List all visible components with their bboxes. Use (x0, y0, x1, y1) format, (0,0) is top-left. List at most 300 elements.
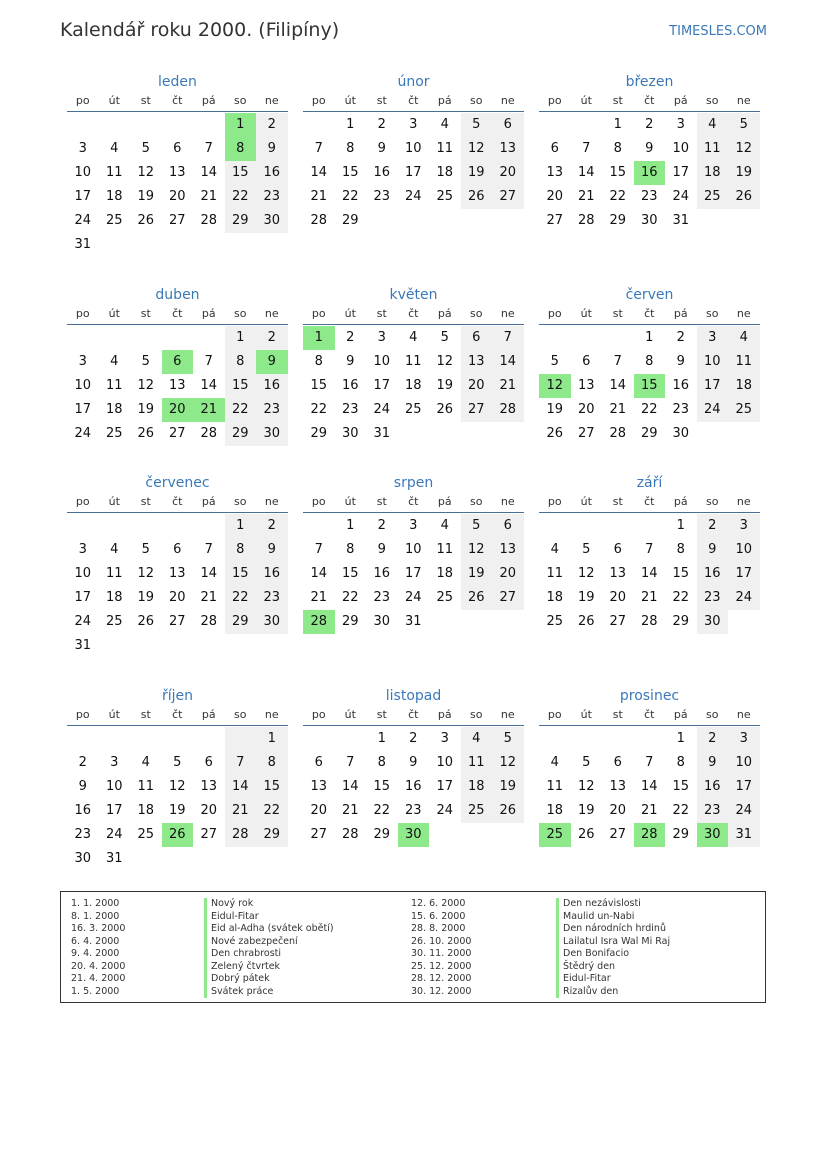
day-cell: 20 (546, 189, 564, 204)
day-cell: 14 (310, 165, 328, 180)
day-cell: 10 (74, 566, 92, 581)
weekday-label: čt (408, 708, 419, 721)
day-cell: 14 (310, 566, 328, 581)
month-name: červenec (145, 475, 210, 491)
day-cell: 23 (697, 799, 729, 823)
weekday-label: ne (500, 708, 515, 721)
legend-holiday-name: Den národních hrdinů (556, 923, 670, 936)
day-cell: 14 (577, 165, 595, 180)
day-cell: 31 (373, 426, 391, 441)
day-cell: 30 (640, 213, 658, 228)
day-cell: 11 (105, 165, 123, 180)
weekday-label: pá (437, 94, 452, 107)
day-cell: 15 (225, 161, 257, 185)
legend-holiday-name: Zelený čtvrtek (204, 961, 334, 974)
day-cell: 30 (74, 851, 92, 866)
day-cell: 3 (728, 727, 760, 751)
weekday-label: čt (644, 307, 655, 320)
month-name: březen (625, 74, 674, 90)
day-cell: 3 (440, 731, 449, 746)
day-cell: 3 (697, 326, 729, 350)
legend-date: 9. 4. 2000 (71, 948, 120, 959)
legend-holiday-name: Eidul-Fitar (204, 911, 334, 924)
day-cell: 16 (373, 566, 391, 581)
day-cell: 9 (409, 755, 418, 770)
empty-cell (67, 727, 99, 751)
month-9 (67, 686, 288, 871)
weekday-label: ne (264, 495, 279, 508)
day-cell: 21 (200, 189, 218, 204)
weekday-label: pá (201, 708, 216, 721)
day-cell: 4 (440, 518, 449, 533)
legend-date: 28. 8. 2000 (411, 923, 466, 934)
weekday-label: út (108, 94, 120, 107)
empty-cell (602, 514, 634, 538)
day-cell: 3 (78, 354, 87, 369)
day-cell: 18 (697, 161, 729, 185)
empty-cell (130, 113, 162, 137)
empty-cell (162, 514, 194, 538)
weekday-label: ne (500, 495, 515, 508)
weekday-label: ne (736, 708, 751, 721)
day-cell: 20 (577, 402, 595, 417)
day-cell: 31 (404, 614, 422, 629)
day-cell: 20 (461, 374, 493, 398)
day-cell: 24 (697, 398, 729, 422)
day-grid (539, 113, 760, 233)
day-cell: 24 (436, 803, 454, 818)
month-5 (539, 285, 760, 446)
day-cell: 14 (200, 378, 218, 393)
weekday-label: ne (264, 307, 279, 320)
day-cell: 15 (256, 775, 288, 799)
legend-holiday-name: Eidul-Fitar (556, 973, 670, 986)
day-cell: 5 (141, 141, 150, 156)
month-name: květen (389, 287, 438, 303)
day-cell: 27 (546, 213, 564, 228)
holiday-day: 12 (539, 374, 571, 398)
weekday-label: po (311, 708, 326, 721)
day-cell: 11 (436, 141, 454, 156)
empty-cell (303, 514, 335, 538)
legend-date: 21. 4. 2000 (71, 973, 126, 984)
day-cell: 18 (461, 775, 493, 799)
legend-holiday-name: Den nezávislosti (556, 898, 670, 911)
empty-cell (539, 727, 571, 751)
legend-holiday-name: Eid al-Adha (svátek obětí) (204, 923, 334, 936)
month-1 (303, 72, 524, 233)
legend-date: 20. 4. 2000 (71, 960, 126, 972)
day-grid (539, 727, 760, 847)
day-cell: 15 (341, 165, 359, 180)
day-cell: 22 (310, 402, 328, 417)
day-cell: 18 (404, 378, 422, 393)
day-cell: 9 (346, 354, 355, 369)
holiday-day: 1 (303, 326, 335, 350)
day-cell: 14 (492, 350, 524, 374)
day-cell: 8 (676, 542, 685, 557)
day-cell: 29 (672, 614, 690, 629)
day-cell: 23 (256, 398, 288, 422)
day-cell: 24 (105, 827, 123, 842)
day-cell: 17 (672, 165, 690, 180)
day-cell: 6 (314, 755, 323, 770)
day-cell: 27 (492, 586, 524, 610)
day-cell: 2 (377, 117, 386, 132)
empty-cell (225, 727, 257, 751)
day-cell: 4 (110, 354, 119, 369)
day-cell: 19 (137, 402, 155, 417)
weekday-label: st (140, 708, 151, 721)
day-cell: 13 (461, 350, 493, 374)
day-cell: 26 (461, 185, 493, 209)
day-cell: 30 (256, 422, 288, 446)
day-cell: 22 (640, 402, 658, 417)
day-grid (303, 727, 524, 847)
day-cell: 26 (436, 402, 454, 417)
holiday-day: 16 (634, 161, 666, 185)
day-cell: 17 (74, 590, 92, 605)
weekday-label: st (376, 307, 387, 320)
day-cell: 8 (346, 141, 355, 156)
day-cell: 11 (105, 378, 123, 393)
holiday-day: 8 (225, 137, 257, 161)
day-cell: 9 (377, 141, 386, 156)
empty-cell (67, 326, 99, 350)
day-cell: 18 (436, 165, 454, 180)
weekday-label: pá (437, 495, 452, 508)
weekday-label: po (75, 307, 90, 320)
day-grid (303, 514, 524, 634)
day-cell: 12 (137, 165, 155, 180)
day-cell: 24 (74, 426, 92, 441)
day-cell: 9 (377, 542, 386, 557)
day-cell: 25 (697, 185, 729, 209)
weekday-label: ne (264, 708, 279, 721)
day-cell: 19 (461, 562, 493, 586)
day-cell: 20 (609, 590, 627, 605)
day-cell: 29 (225, 422, 257, 446)
month-name: srpen (393, 475, 434, 491)
weekday-label: po (311, 94, 326, 107)
legend-holiday-name: Nový rok (204, 898, 334, 911)
day-cell: 12 (137, 378, 155, 393)
day-cell: 14 (341, 779, 359, 794)
weekday-header (67, 495, 288, 513)
day-cell: 8 (676, 755, 685, 770)
day-cell: 2 (256, 113, 288, 137)
day-cell: 26 (492, 799, 524, 823)
day-cell: 30 (697, 610, 729, 634)
day-cell: 23 (74, 827, 92, 842)
weekday-header (67, 708, 288, 726)
day-cell: 18 (105, 402, 123, 417)
day-cell: 16 (256, 562, 288, 586)
weekday-header (303, 708, 524, 726)
legend-holiday-name: Nové zabezpečení (204, 936, 334, 949)
weekday-label: út (580, 94, 592, 107)
day-cell: 25 (105, 614, 123, 629)
day-cell: 27 (609, 614, 627, 629)
day-cell: 12 (461, 137, 493, 161)
day-cell: 19 (577, 590, 595, 605)
day-cell: 20 (492, 161, 524, 185)
day-cell: 26 (577, 827, 595, 842)
day-cell: 29 (672, 827, 690, 842)
month-6 (67, 473, 288, 658)
day-cell: 5 (173, 755, 182, 770)
day-cell: 24 (672, 189, 690, 204)
day-cell: 11 (461, 751, 493, 775)
day-cell: 17 (105, 803, 123, 818)
day-cell: 29 (341, 614, 359, 629)
day-cell: 10 (105, 779, 123, 794)
day-cell: 13 (492, 137, 524, 161)
day-cell: 11 (436, 542, 454, 557)
day-cell: 12 (492, 751, 524, 775)
day-cell: 2 (697, 727, 729, 751)
day-cell: 4 (440, 117, 449, 132)
day-cell: 1 (256, 727, 288, 751)
legend-holiday-name: Svátek práce (204, 986, 334, 999)
weekday-label: st (140, 307, 151, 320)
empty-cell (539, 326, 571, 350)
day-cell: 10 (728, 538, 760, 562)
weekday-label: čt (172, 708, 183, 721)
day-cell: 19 (492, 775, 524, 799)
legend-holiday-name: Dobrý pátek (204, 973, 334, 986)
day-cell: 6 (173, 542, 182, 557)
weekday-label: út (344, 307, 356, 320)
day-cell: 10 (436, 755, 454, 770)
weekday-label: pá (437, 307, 452, 320)
day-cell: 19 (137, 189, 155, 204)
weekday-label: so (234, 495, 247, 508)
day-cell: 7 (314, 141, 323, 156)
weekday-label: ne (500, 94, 515, 107)
day-cell: 31 (105, 851, 123, 866)
day-cell: 5 (141, 542, 150, 557)
weekday-label: čt (408, 94, 419, 107)
weekday-header (67, 307, 288, 325)
weekday-header (303, 94, 524, 112)
legend-date: 12. 6. 2000 (411, 898, 466, 909)
weekday-label: st (376, 708, 387, 721)
empty-cell (634, 514, 666, 538)
day-cell: 23 (256, 185, 288, 209)
day-cell: 15 (310, 378, 328, 393)
day-cell: 19 (546, 402, 564, 417)
day-cell: 6 (613, 755, 622, 770)
day-cell: 12 (728, 137, 760, 161)
day-cell: 21 (492, 374, 524, 398)
day-cell: 21 (200, 590, 218, 605)
empty-cell (162, 326, 194, 350)
day-cell: 26 (137, 213, 155, 228)
weekday-label: st (612, 94, 623, 107)
day-cell: 24 (404, 590, 422, 605)
day-cell: 23 (404, 803, 422, 818)
day-cell: 21 (310, 590, 328, 605)
weekday-label: út (108, 708, 120, 721)
day-cell: 15 (225, 374, 257, 398)
day-cell: 20 (310, 803, 328, 818)
day-cell: 2 (676, 330, 685, 345)
day-cell: 16 (672, 378, 690, 393)
weekday-label: so (234, 708, 247, 721)
weekday-label: čt (408, 495, 419, 508)
weekday-label: so (706, 94, 719, 107)
site-link[interactable]: TIMESLES.COM (669, 24, 767, 39)
day-cell: 19 (137, 590, 155, 605)
empty-cell (193, 727, 225, 751)
weekday-label: út (344, 708, 356, 721)
weekday-label: pá (673, 307, 688, 320)
weekday-label: ne (736, 495, 751, 508)
day-cell: 15 (609, 165, 627, 180)
day-cell: 23 (256, 586, 288, 610)
day-cell: 18 (105, 590, 123, 605)
weekday-label: út (580, 708, 592, 721)
weekday-header (539, 495, 760, 513)
day-cell: 25 (105, 426, 123, 441)
weekday-label: ne (264, 94, 279, 107)
day-cell: 14 (200, 165, 218, 180)
day-cell: 28 (341, 827, 359, 842)
day-cell: 26 (461, 586, 493, 610)
day-cell: 17 (436, 779, 454, 794)
day-cell: 22 (341, 590, 359, 605)
day-cell: 7 (492, 326, 524, 350)
day-cell: 18 (546, 590, 564, 605)
day-cell: 13 (200, 779, 218, 794)
day-cell: 6 (461, 326, 493, 350)
day-cell: 1 (613, 117, 622, 132)
day-cell: 30 (256, 610, 288, 634)
day-cell: 10 (404, 141, 422, 156)
day-cell: 24 (728, 586, 760, 610)
empty-cell (571, 514, 603, 538)
day-cell: 17 (728, 775, 760, 799)
day-grid (539, 514, 760, 634)
weekday-label: ne (736, 94, 751, 107)
day-grid (539, 326, 760, 446)
day-cell: 1 (377, 731, 386, 746)
day-cell: 21 (577, 189, 595, 204)
day-cell: 30 (256, 209, 288, 233)
legend-names-right (556, 898, 670, 998)
day-cell: 30 (672, 426, 690, 441)
weekday-header (539, 94, 760, 112)
weekday-label: čt (172, 307, 183, 320)
legend-date: 16. 3. 2000 (71, 923, 126, 934)
day-cell: 22 (672, 590, 690, 605)
day-cell: 27 (577, 426, 595, 441)
day-cell: 28 (640, 614, 658, 629)
day-cell: 11 (728, 350, 760, 374)
day-cell: 9 (676, 354, 685, 369)
legend-holiday-name: Den chrabrosti (204, 948, 334, 961)
empty-cell (335, 727, 367, 751)
day-cell: 2 (256, 514, 288, 538)
day-cell: 4 (409, 330, 418, 345)
day-cell: 17 (728, 562, 760, 586)
page-title: Kalendář roku 2000. (Filipíny) (60, 19, 340, 41)
day-cell: 22 (256, 799, 288, 823)
day-cell: 27 (492, 185, 524, 209)
day-cell: 13 (168, 378, 186, 393)
legend-date: 8. 1. 2000 (71, 910, 120, 922)
day-cell: 15 (672, 566, 690, 581)
day-cell: 10 (728, 751, 760, 775)
day-cell: 10 (404, 542, 422, 557)
day-cell: 8 (346, 542, 355, 557)
holiday-day: 9 (256, 350, 288, 374)
day-cell: 19 (461, 161, 493, 185)
day-cell: 2 (409, 731, 418, 746)
day-cell: 27 (310, 827, 328, 842)
empty-cell (99, 113, 131, 137)
legend-date: 30. 11. 2000 (411, 948, 472, 959)
empty-cell (571, 113, 603, 137)
empty-cell (539, 113, 571, 137)
day-cell: 16 (74, 803, 92, 818)
day-cell: 29 (225, 209, 257, 233)
day-cell: 27 (168, 426, 186, 441)
empty-cell (99, 727, 131, 751)
day-cell: 8 (613, 141, 622, 156)
empty-cell (634, 727, 666, 751)
day-cell: 6 (492, 113, 524, 137)
day-cell: 26 (728, 185, 760, 209)
month-name: září (636, 475, 663, 491)
day-cell: 13 (546, 165, 564, 180)
month-4 (303, 285, 524, 446)
day-grid (67, 326, 288, 446)
day-cell: 11 (137, 779, 155, 794)
day-cell: 9 (256, 137, 288, 161)
weekday-label: po (547, 495, 562, 508)
day-cell: 4 (110, 141, 119, 156)
weekday-label: po (311, 307, 326, 320)
day-cell: 24 (373, 402, 391, 417)
day-cell: 2 (78, 755, 87, 770)
day-cell: 27 (461, 398, 493, 422)
day-cell: 24 (74, 213, 92, 228)
month-name: červen (625, 287, 674, 303)
legend-holiday-name: Rizalův den (556, 986, 670, 999)
weekday-label: pá (201, 307, 216, 320)
day-cell: 17 (697, 374, 729, 398)
holiday-day: 26 (162, 823, 194, 847)
day-cell: 29 (256, 823, 288, 847)
day-cell: 1 (676, 518, 685, 533)
day-cell: 9 (697, 538, 729, 562)
day-cell: 5 (582, 755, 591, 770)
day-cell: 21 (640, 590, 658, 605)
day-cell: 13 (492, 538, 524, 562)
weekday-header (539, 307, 760, 325)
holiday-day: 20 (162, 398, 194, 422)
day-cell: 30 (373, 614, 391, 629)
empty-cell (67, 514, 99, 538)
legend-dates-left (71, 898, 125, 998)
day-cell: 5 (461, 514, 493, 538)
day-cell: 8 (377, 755, 386, 770)
day-cell: 23 (672, 402, 690, 417)
holiday-day: 30 (398, 823, 430, 847)
empty-cell (130, 727, 162, 751)
